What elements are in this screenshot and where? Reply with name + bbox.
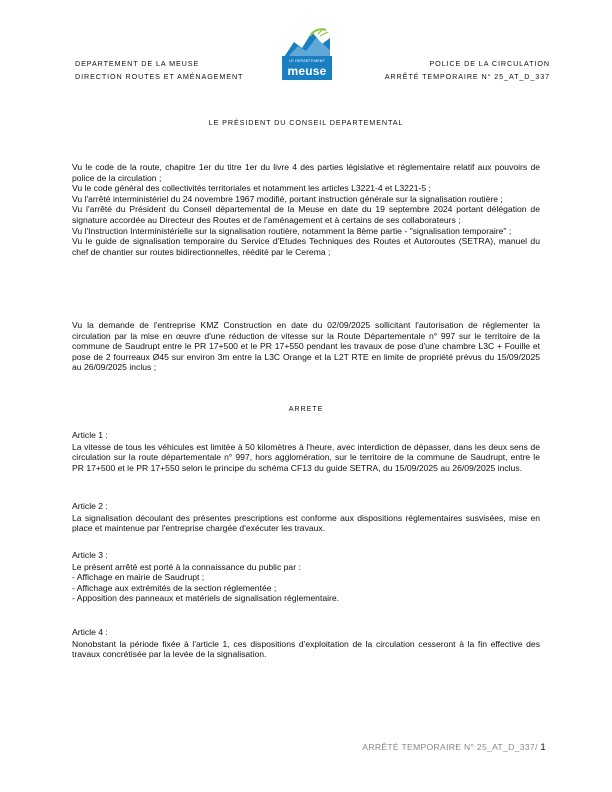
demande-paragraph: Vu la demande de l'entreprise KMZ Construction en date du 02/09/2025 sollicitant l'autorisation de réglementer la circulation par la mise en œuvre d'une réduction de vitesse sur la Route Départementale n° 997 sur le territoire de la commune de Saudrupt entre le PR 17+500 et le PR 17+550 pendant les travaux de pose d'une chambre L3C + Fouille et pose de 2 fourreaux Ø45 sur environ 3m entre la L3C Orange et la L2T RTE en limite de propriété prévus du 15/09/2025 au 26/09/2025 inclus ; — [72, 320, 540, 373]
article-title: Article 4 : — [72, 627, 108, 637]
arrete-title: ARRETE — [288, 404, 324, 413]
article-title: Article 1 : — [72, 430, 108, 440]
article-text: La signalisation découlant des présentes prescriptions est conforme aux dispositions réglementaires susvisées, mise en place et maintenue par l'entreprise chargée d'exécuter les travaux. — [72, 512, 540, 534]
visa-paragraph: Vu l'Instruction Interministérielle sur la signalisation routière, notamment la 8ème partie - "signalisation temporaire" ; — [72, 225, 512, 236]
footer-label: ARRÊTÉ TEMPORAIRE N° 25_AT_D_337/ — [362, 742, 538, 752]
president-title: LE PRÉSIDENT DU CONSEIL DEPARTEMENTAL — [208, 118, 404, 127]
logo-wordmark: meuse — [287, 64, 327, 78]
logo-banner — [282, 56, 332, 80]
article-title: Article 2 : — [72, 501, 108, 511]
logo-landscape-icon — [282, 24, 332, 58]
page-number: 1 — [540, 742, 546, 753]
article-3 — [72, 550, 540, 604]
logo-subtitle: LE DÉPARTEMENT — [288, 59, 326, 63]
arrete-number: ARRÊTÉ TEMPORAIRE N° 25_AT_D_337 — [384, 71, 550, 81]
header-left — [75, 58, 243, 83]
article-4 — [72, 627, 540, 660]
article-list-item: - Affichage en mairie de Saudrupt ; — [72, 572, 205, 583]
department-name: DEPARTEMENT DE LA MEUSE — [75, 59, 200, 68]
meuse-logo — [282, 24, 332, 80]
article-title: Article 3 : — [72, 550, 108, 560]
header-right — [385, 58, 550, 83]
page-footer — [362, 742, 546, 753]
article-list-item: - Apposition des panneaux et matériels de signalisation réglementaire. — [72, 593, 340, 604]
visa-paragraph: Vu le code de la route, chapitre 1er du titre 1er du livre 4 des parties législative et réglementaire relatif aux pouvoirs de police de la circulation ; — [72, 162, 540, 183]
demande-section — [72, 320, 540, 373]
article-1 — [72, 430, 540, 473]
visas-section — [72, 162, 540, 257]
article-list-item: - Affichage aux extrémités de la section réglementée ; — [72, 582, 277, 593]
police-label: POLICE DE LA CIRCULATION — [429, 59, 550, 68]
article-2 — [72, 501, 540, 534]
direction-name: DIRECTION ROUTES ET AMÉNAGEMENT — [75, 71, 244, 81]
visa-paragraph: Vu l'arrêté du Président du Conseil départemental de la Meuse en date du 19 septembre 2024 portant délégation de signature accordée au Directeur des Routes et de l'aménagement et à certains de ses collaborateurs ; — [72, 204, 540, 225]
article-text: Le présent arrêté est porté à la connaissance du public par : — [72, 561, 301, 572]
article-text: La vitesse de tous les véhicules est limitée à 50 kilomètres à l'heure, avec interdiction de dépasser, dans les deux sens de circulation sur la route départementale n° 997, hors agglomération, sur le territoire de la commune de Saudrupt, entre le PR 17+500 et le PR 17+550 selon le principe du schéma CF13 du guide SETRA, du 15/09/2025 au 26/09/2025 inclus. — [72, 441, 540, 473]
visa-paragraph: Vu l'arrêté interministériel du 24 novembre 1967 modifié, portant instruction générale sur la signalisation routière ; — [72, 193, 503, 204]
visa-paragraph: Vu le code général des collectivités territoriales et notamment les articles L3221-4 et L3221-5 ; — [72, 183, 431, 194]
article-text: Nonobstant la période fixée à l'article 1, ces dispositions d'exploitation de la circulation cesseront à la fin effective des travaux concrétisée par la levée de la signalisation. — [72, 638, 540, 660]
visa-paragraph: Vu le guide de signalisation temporaire du Service d'Etudes Techniques des Routes et Autoroutes (SETRA), manuel du chef de chantier sur routes bidirectionnelles, réédité par le Cerema ; — [72, 236, 540, 257]
